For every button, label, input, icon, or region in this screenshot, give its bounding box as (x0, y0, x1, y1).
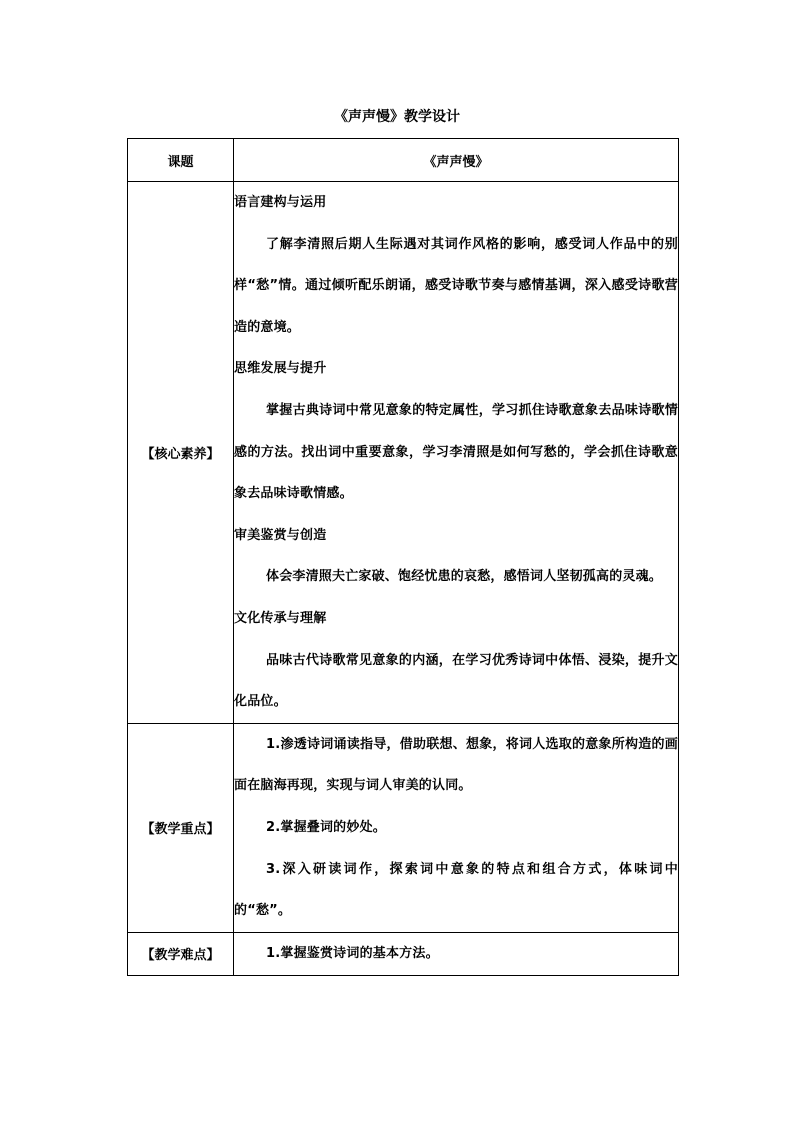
section-text: 了解李清照后期人生际遇对其词作风格的影响，感受词人作品中的别样“愁”情。通过倾听配乐朗诵，感受诗歌节奏与感情基调，深入感受诗歌营造的意境。 (234, 236, 678, 335)
key-point-item: 1.渗透诗词诵读指导，借助联想、想象，将词人选取的意象所构造的画面在脑海再现，实现与词人审美的认同。 (234, 736, 678, 794)
section-text: 品味古代诗歌常见意象的内涵，在学习优秀诗词中体悟、浸染，提升文化品位。 (234, 652, 678, 710)
section-text: 掌握古典诗词中常见意象的特定属性，学习抓住诗歌意象去品味诗歌情感的方法。找出词中重要意象，学习李清照是如何写愁的，学会抓住诗歌意象去品味诗歌情感。 (234, 402, 678, 502)
key-points-row (128, 723, 679, 932)
difficult-points-label: 【教学难点】 (128, 932, 234, 975)
section-heading: 思维发展与提升 (234, 361, 327, 377)
core-literacy-content (234, 182, 679, 724)
section-heading: 文化传承与理解 (234, 610, 327, 626)
core-literacy-row (128, 182, 679, 724)
document-title: 《声声慢》教学设计 (334, 109, 460, 125)
difficult-points-content (234, 932, 679, 975)
topic-label: 课题 (128, 139, 234, 182)
key-point-item: 2.掌握叠词的妙处。 (266, 819, 386, 835)
difficult-point-item: 1.掌握鉴赏诗词的基本方法。 (266, 945, 439, 961)
key-points-label: 【教学重点】 (128, 723, 234, 932)
topic-value: 《声声慢》 (234, 139, 679, 182)
section-heading: 语言建构与运用 (234, 195, 327, 210)
lesson-plan-table (127, 138, 679, 976)
section-heading: 审美鉴赏与创造 (234, 527, 327, 543)
topic-row (128, 139, 679, 182)
key-points-content (234, 723, 679, 932)
core-literacy-label: 【核心素养】 (128, 182, 234, 724)
section-text: 体会李清照夫亡家破、饱经忧患的哀愁，感悟词人坚韧孤高的灵魂。 (266, 569, 663, 585)
difficult-points-row (128, 932, 679, 975)
key-point-item: 3.深入研读词作，探索词中意象的特点和组合方式，体味词中的“愁”。 (234, 861, 678, 919)
